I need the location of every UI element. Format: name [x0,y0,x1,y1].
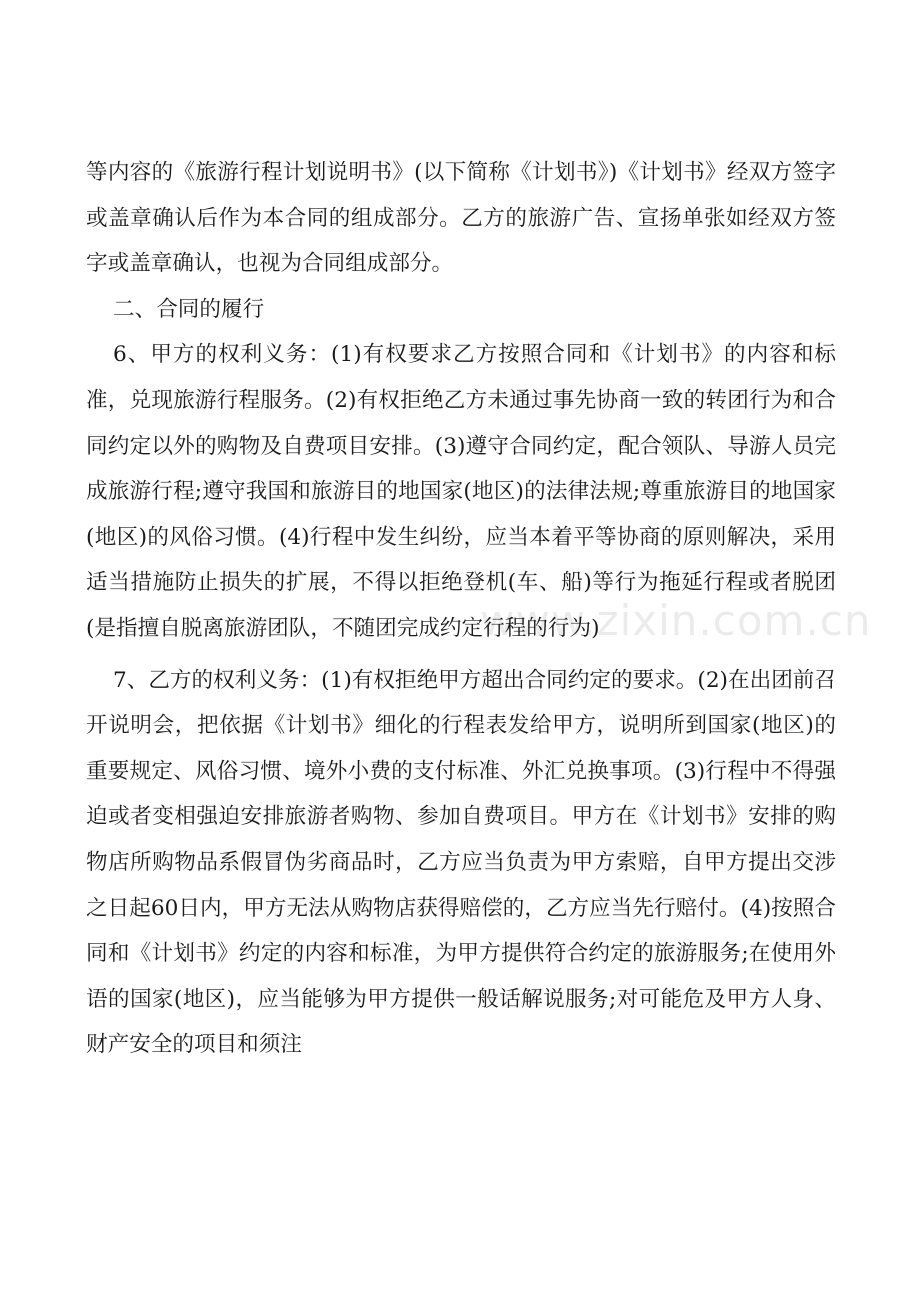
document-body [86,150,836,1068]
paragraph-party-a-rights: 6、甲方的权利义务：(1)有权要求乙方按照合同和《计划书》的内容和标准，兑现旅游行程服务。(2)有权拒绝乙方未通过事先协商一致的转团行为和合同约定以外的购物及自费项目安排。(3)遵守合同约定，配合领队、导游人员完成旅游行程;遵守我国和旅游目的地国家(地区)的法律法规;尊重旅游目的地国家(地区)的风俗习惯。(4)行程中发生纠纷，应当本着平等协商的原则解决，采用适当措施防止损失的扩展，不得以拒绝登机(车、船)等行为拖延行程或者脱团(是指擅自脱离旅游团队，不随团完成约定行程的行为) [86,342,836,641]
paragraph-continuation: 等内容的《旅游行程计划说明书》(以下简称《计划书》)《计划书》经双方签字或盖章确认后作为本合同的组成部分。乙方的旅游广告、宣扬单张如经双方签字或盖章确认，也视为合同组成部分。 [86,160,836,277]
section-heading-contract-performance: 二、合同的履行 [113,296,265,322]
watermark: www.zixin.com.cn [480,596,872,645]
paragraph-party-b-rights: 7、乙方的权利义务：(1)有权拒绝甲方超出合同约定的要求。(2)在出团前召开说明会，把依据《计划书》细化的行程表发给甲方，说明所到国家(地区)的重要规定、风俗习惯、境外小费的支付标准、外汇兑换事项。(3)行程中不得强迫或者变相强迫安排旅游者购物、参加自费项目。甲方在《计划书》安排的购物店所购物品系假冒伪劣商品时，乙方应当负责为甲方索赔，自甲方提出交涉之日起60日内，甲方无法从购物店获得赔偿的，乙方应当先行赔付。(4)按照合同和《计划书》约定的内容和标准，为甲方提供符合约定的旅游服务;在使用外语的国家(地区)，应当能够为甲方提供一般话解说服务;对可能危及甲方人身、财产安全的项目和须注 [86,667,836,1058]
